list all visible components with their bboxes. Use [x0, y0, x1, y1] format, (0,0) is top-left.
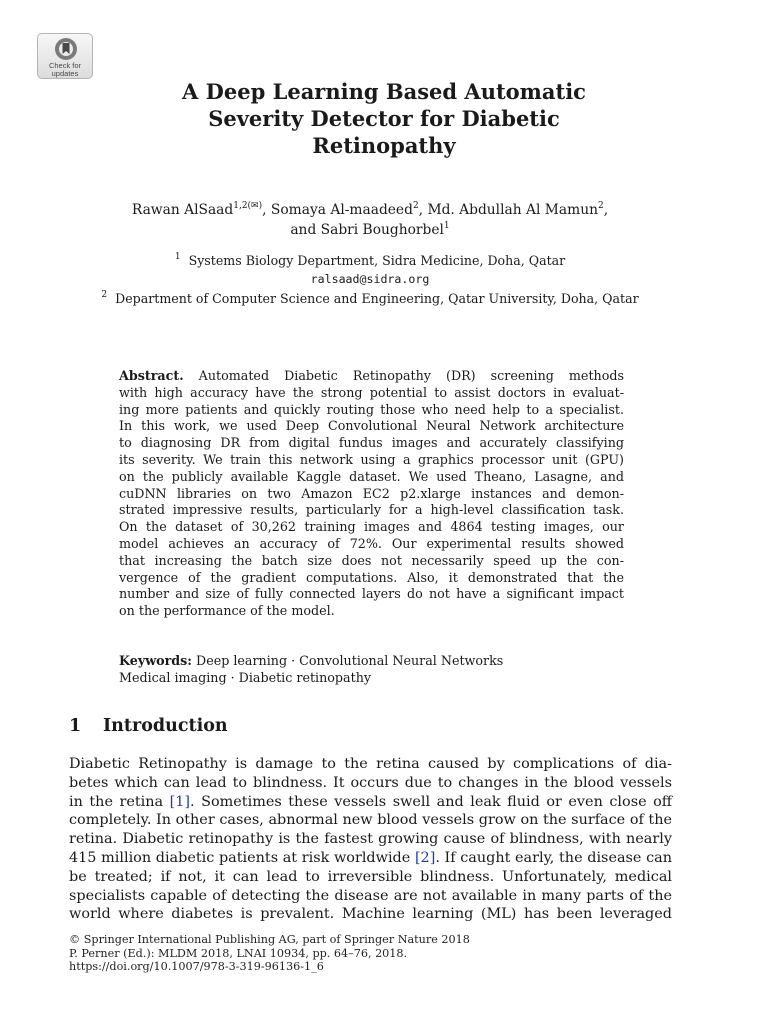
introduction-text	[69, 755, 672, 924]
copyright-line: © Springer International Publishing AG, part of Springer Nature 2018	[69, 933, 470, 946]
author-line	[0, 220, 740, 240]
title-line: Retinopathy	[312, 133, 456, 158]
citation-link[interactable]: [2]	[414, 849, 436, 866]
abstract-line: In this work, we used Deep Convolutional Neural Network architecture	[119, 418, 624, 434]
body-line: betes which can lead to blindness. It occurs due to changes in the blood vessels	[69, 774, 672, 791]
author-affiliation-mark: 2	[597, 201, 604, 211]
author-name: , Somaya Al-maadeed	[262, 202, 413, 218]
abstract-line: to diagnosing DR from digital fundus images and accurately classifying	[119, 435, 624, 451]
abstract-line: with high accuracy have the strong potential to assist doctors in evaluat-	[119, 384, 624, 400]
abstract-line: its severity. We train this network using a graphics processor unit (GPU)	[119, 451, 624, 467]
abstract-line: on the publicly available Kaggle dataset. We used Theano, Lasagne, and	[119, 468, 624, 484]
keywords-line: Keywords: Deep learning · Convolutional Neural Networks	[119, 653, 504, 668]
body-line: be treated; if not, it can lead to irreversible blindness. Unfortunately, medical	[69, 868, 672, 885]
section-title: Introduction	[103, 716, 228, 736]
badge-label: Check for updates	[48, 61, 82, 78]
author-name: Rawan AlSaad	[131, 202, 234, 218]
abstract-line: ing more patients and quickly routing those who need help to a specialist.	[119, 401, 624, 417]
paper-title	[0, 78, 768, 159]
citation-link[interactable]: [1]	[169, 793, 191, 810]
title-line: Severity Detector for Diabetic	[208, 106, 560, 131]
abstract-line: strated impressive results, particularly for a high-level classification task.	[119, 502, 624, 518]
author-affiliation-mark[interactable]: 1,2(✉)	[233, 201, 263, 211]
body-line: completely. In other cases, abnormal new blood vessels grow on the surface of the	[69, 812, 672, 829]
abstract-line: number and size of fully connected layers do not have a significant impact	[119, 586, 624, 602]
affiliation-2: $^2$ Department of Computer Science and Engineering, Qatar University, Doha, Qatar	[101, 290, 639, 306]
affiliations	[0, 251, 740, 308]
title-line: A Deep Learning Based Automatic	[182, 79, 586, 104]
citation-line: P. Perner (Ed.): MLDM 2018, LNAI 10934, pp. 64–76, 2018.	[69, 946, 408, 960]
abstract-label: Abstract.	[119, 368, 184, 383]
author-name: , Md. Abdullah Al Mamun	[418, 202, 598, 218]
body-line: retina. Diabetic retinopathy is the fastest growing cause of blindness, with nearly	[69, 831, 672, 848]
body-line: 415 million diabetic patients at risk worldwide [2]. If caught early, the disease can	[69, 849, 672, 866]
abstract-line: vergence of the gradient computations. Also, it demonstrated that the	[119, 569, 624, 585]
body-line: specialists capable of detecting the disease are not available in many parts of the	[69, 887, 672, 904]
body-line: world where diabetes is prevalent. Machine learning (ML) has been leveraged	[69, 906, 672, 923]
keywords-line: Medical imaging · Diabetic retinopathy	[119, 670, 372, 685]
keywords-label: Keywords:	[119, 653, 192, 668]
bookmark-icon	[54, 37, 78, 61]
copyright-footer	[69, 933, 470, 974]
abstract-line: that increasing the batch size does not necessarily speed up the con-	[119, 552, 624, 568]
author-line: Rawan AlSaad$^{1,2(✉)}$, Somaya Al-maadeed$^2$, Md. Abdullah Al Mamun$^2$,	[131, 201, 609, 218]
keywords	[119, 652, 624, 686]
abstract	[119, 368, 624, 620]
abstract-line: on the performance of the model.	[119, 603, 335, 619]
author-list	[0, 200, 740, 240]
abstract-line: model achieves an accuracy of 72%. Our experimental results showed	[119, 535, 624, 551]
abstract-line: On the dataset of 30,262 training images and 4864 testing images, our	[119, 519, 624, 535]
affiliation-1: $^1$ Systems Biology Department, Sidra Medicine, Doha, Qatar	[174, 252, 566, 268]
author-name: and Sabri Boughorbel	[290, 222, 444, 238]
check-for-updates-badge[interactable]	[37, 33, 93, 79]
author-affiliation-mark: 2	[412, 201, 419, 211]
author-affiliation-mark: 1	[443, 221, 450, 231]
section-heading	[69, 715, 228, 737]
body-line: Diabetic Retinopathy is damage to the retina caused by complications of dia-	[69, 756, 672, 772]
section-number: 1	[69, 716, 82, 736]
doi-link[interactable]: https://doi.org/10.1007/978-3-319-96136-1_6	[69, 960, 324, 974]
abstract-line: cuDNN libraries on two Amazon EC2 p2.xlarge instances and demon-	[119, 485, 624, 501]
author-email[interactable]: ralsaad@sidra.org	[310, 272, 430, 286]
abstract-line: Abstract. Automated Diabetic Retinopathy (DR) screening methods	[119, 368, 624, 383]
body-line: in the retina [1]. Sometimes these vessels swell and leak fluid or even close off	[69, 793, 673, 810]
